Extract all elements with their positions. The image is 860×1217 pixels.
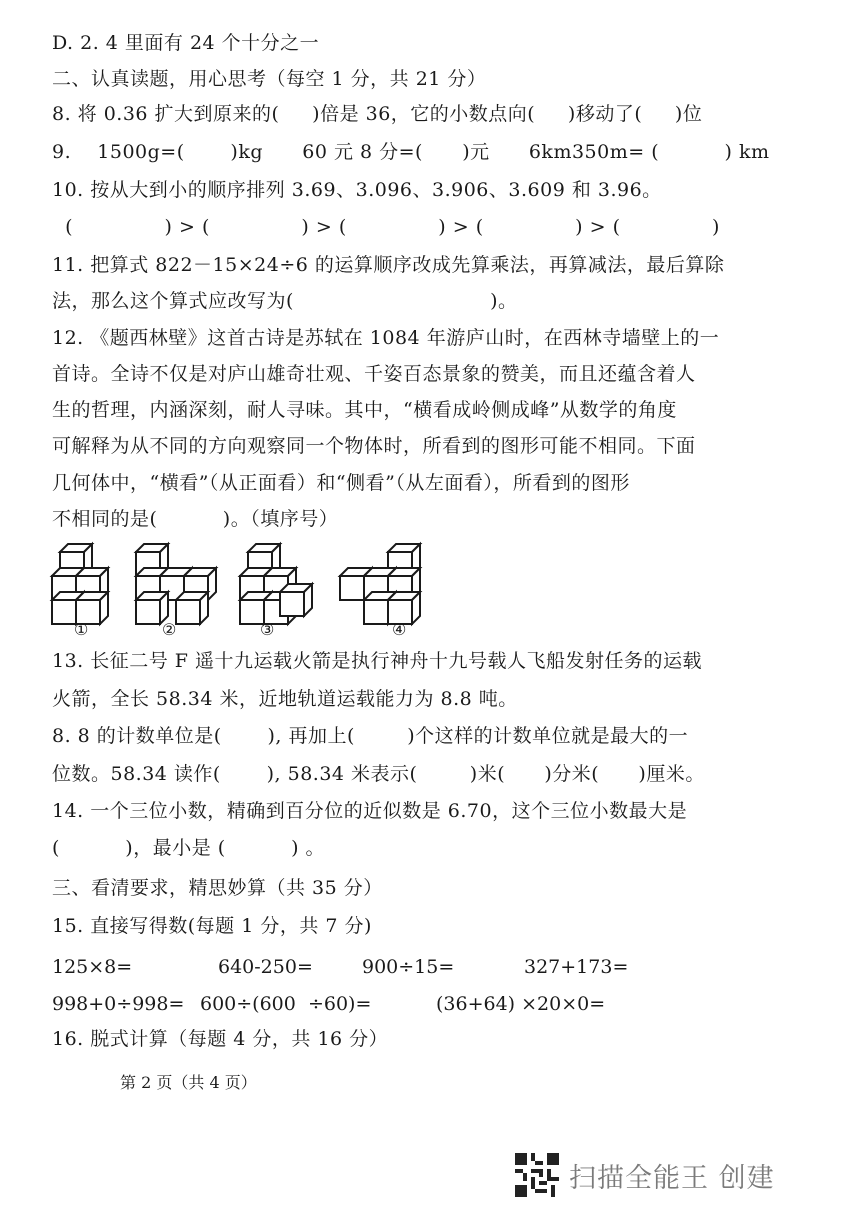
figure-3 xyxy=(240,544,312,624)
figure-label-3: ③ xyxy=(260,620,275,639)
q12-line5: 几何体中，“横看”（从正面看）和“侧看”（从左面看），所看到的图形 xyxy=(52,472,630,494)
section-3-heading: 三、看清要求，精思妙算（共 35 分） xyxy=(52,877,383,899)
q12-line4: 可解释为从不同的方向观察同一个物体时，所看到的图形可能不相同。下面 xyxy=(52,435,696,457)
figure-4 xyxy=(340,544,420,624)
figure-label-2: ② xyxy=(162,620,177,639)
qr-code-icon xyxy=(515,1153,559,1197)
scanner-watermark xyxy=(515,1153,775,1197)
q11-line1: 11. 把算式 822－15×24÷6 的运算顺序改成先算乘法，再算减法，最后算除 xyxy=(52,254,725,276)
q7-option-d: D. 2. 4 里面有 24 个十分之一 xyxy=(52,32,320,54)
calc-item: 900÷15= xyxy=(362,956,455,978)
calc-item: 640-250= xyxy=(218,956,313,978)
calc-item: 600÷(600 ÷60)= xyxy=(200,993,372,1015)
watermark-text: 扫描全能王 创建 xyxy=(569,1162,775,1194)
q13-line4: 位数。58.34 读作( ), 58.34 米表示( )米( )分米( )厘米。 xyxy=(52,763,705,785)
section-2-heading: 二、认真读题，用心思考（每空 1 分，共 21 分） xyxy=(52,68,487,90)
q12-line6: 不相同的是( )。（填序号） xyxy=(52,508,339,530)
calc-item: 998+0÷998= xyxy=(52,993,185,1015)
q14-line1: 14. 一个三位小数，精确到百分位的近似数是 6.70，这个三位小数最大是 xyxy=(52,800,688,822)
page-footer: 第 2 页（共 4 页） xyxy=(120,1073,257,1092)
figure-2 xyxy=(136,544,216,624)
q9-text: 9. 1500g=( )kg 60 元 8 分=( )元 6km350m= ( ) km xyxy=(52,141,770,163)
calc-item: 125×8= xyxy=(52,956,133,978)
q13-line3: 8. 8 的计数单位是( ), 再加上( )个这样的计数单位就是最大的一 xyxy=(52,725,689,747)
figure-label-4: ④ xyxy=(392,620,407,639)
calc-item: 327+173= xyxy=(524,956,629,978)
q14-line2: ( )，最小是 ( ) 。 xyxy=(52,837,326,859)
q12-line3: 生的哲理，内涵深刻，耐人寻味。其中，“横看成岭侧成峰”从数学的角度 xyxy=(52,399,677,421)
q10-text: 10. 按从大到小的顺序排列 3.69、3.096、3.906、3.609 和 3.96。 xyxy=(52,179,662,201)
q13-line2: 火箭，全长 58.34 米，近地轨道运载能力为 8.8 吨。 xyxy=(52,688,518,710)
q11-line2: 法，那么这个算式应改写为( )。 xyxy=(52,290,518,312)
calc-item: (36+64) ×20×0= xyxy=(436,993,606,1015)
q15-heading: 15. 直接写得数(每题 1 分，共 7 分) xyxy=(52,915,372,937)
q10-blanks: ( ) > ( ) > ( ) > ( ) > ( ) xyxy=(52,216,720,238)
q8-text: 8. 将 0.36 扩大到原来的( )倍是 36，它的小数点向( )移动了( )位 xyxy=(52,103,703,125)
cube-figures-drawing xyxy=(48,540,448,640)
figure-1 xyxy=(52,544,108,624)
figure-label-1: ① xyxy=(74,620,89,639)
q12-line2: 首诗。全诗不仅是对庐山雄奇壮观、千姿百态景象的赞美，而且还蕴含着人 xyxy=(52,363,696,385)
q12-line1: 12. 《题西林壁》这首古诗是苏轼在 1084 年游庐山时，在西林寺墙壁上的一 xyxy=(52,327,720,349)
cube-figures xyxy=(48,540,448,640)
q13-line1: 13. 长征二号 F 遥十九运载火箭是执行神舟十九号载人飞船发射任务的运载 xyxy=(52,650,703,672)
q16-heading: 16. 脱式计算（每题 4 分，共 16 分） xyxy=(52,1028,389,1050)
